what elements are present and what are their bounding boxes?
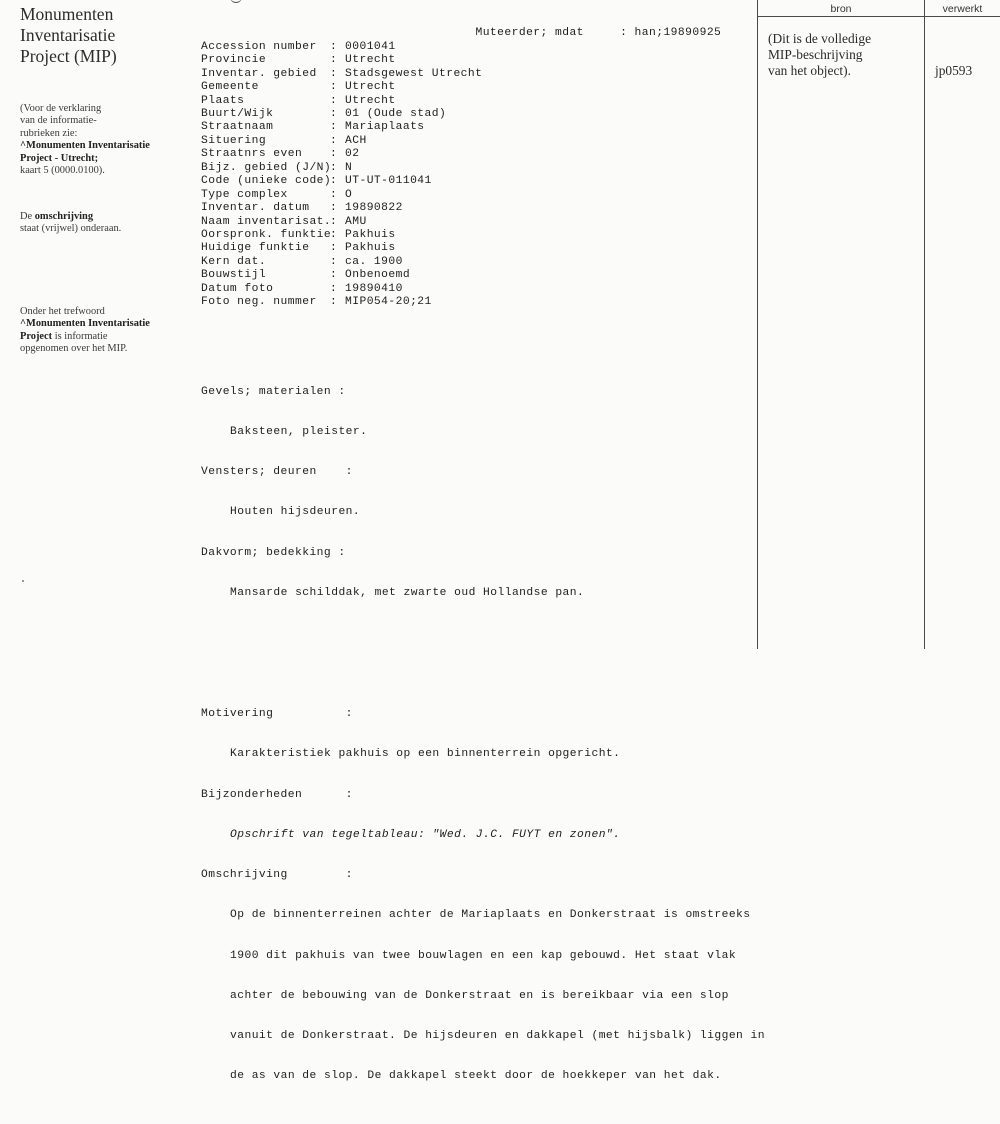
- field-separator: :: [330, 255, 338, 268]
- note-line: (Voor de verklaring: [20, 103, 102, 114]
- field-label: Kern dat.: [201, 255, 267, 268]
- description-note: [20, 211, 180, 236]
- bron-line: MIP-beschrijving: [768, 47, 863, 62]
- field-separator: :: [330, 134, 338, 147]
- bron-header: bron: [830, 3, 852, 15]
- field-separator: :: [330, 228, 338, 241]
- field-row: [201, 121, 765, 134]
- field-row: [201, 216, 765, 229]
- field-value: Utrecht: [345, 54, 396, 67]
- field-row: [201, 68, 765, 81]
- vensters-value: Houten hijsdeuren.: [230, 506, 361, 519]
- field-label: Type complex: [201, 188, 288, 201]
- title-line: Project (MIP): [20, 46, 117, 66]
- field-separator: :: [330, 202, 338, 215]
- field-separator: :: [330, 81, 338, 94]
- keyword-note: [20, 306, 180, 356]
- omschrijving-line: Op de binnenterreinen achter de Mariaplaats en Donkerstraat is omstreeks: [230, 909, 751, 922]
- record-body: [201, 14, 765, 1124]
- field-value: ACH: [345, 134, 367, 147]
- field-value: 01 (Oude stad): [345, 108, 447, 120]
- note-line: Onder het trefwoord: [20, 306, 105, 317]
- field-label: Inventar. gebied: [201, 67, 317, 80]
- field-row: [201, 95, 765, 108]
- field-row: [201, 256, 765, 269]
- field-separator: :: [330, 188, 338, 201]
- field-row: [201, 148, 765, 161]
- field-separator: :: [330, 296, 338, 309]
- field-row: [201, 162, 765, 175]
- field-label: Foto neg. nummer: [201, 296, 317, 309]
- field-label: Inventar. datum: [201, 202, 310, 215]
- field-value: Mariaplaats: [345, 121, 425, 134]
- field-separator: :: [330, 175, 338, 188]
- field-label: Naam inventarisat.: [201, 215, 332, 228]
- field-separator: :: [330, 215, 338, 228]
- muteerder-label: Muteerder; mdat: [475, 27, 584, 40]
- field-row: [201, 269, 765, 282]
- field-label: Code (unieke code): [201, 175, 332, 188]
- field-label: Accession number: [201, 40, 317, 53]
- omschrijving-line: de as van de slop. De dakkapel steekt door de hoekkeper van het dak.: [230, 1070, 722, 1083]
- field-value: Stadsgewest Utrecht: [345, 67, 483, 80]
- note-line: kaart 5 (0000.0100).: [20, 165, 105, 177]
- verwerkt-header: verwerkt: [942, 3, 983, 15]
- field-row: [201, 202, 765, 215]
- field-value: 19890822: [345, 202, 403, 215]
- field-row: [201, 229, 765, 242]
- title-line: Monumenten: [20, 4, 114, 24]
- field-separator: :: [330, 148, 338, 161]
- field-row: [201, 296, 765, 309]
- field-row: [201, 189, 765, 202]
- field-separator: :: [330, 242, 338, 255]
- field-label: Straatnaam: [201, 121, 274, 134]
- field-value: MIP054-20;21: [345, 296, 432, 309]
- verwerkt-value: jp0593: [935, 63, 973, 78]
- bron-line: (Dit is de volledige: [768, 31, 872, 46]
- omschrijving-line: achter de bebouwing van de Donkerstraat en is bereikbaar via een slop: [230, 989, 729, 1002]
- note-line: staat (vrijwel) onderaan.: [20, 223, 122, 235]
- field-value: O: [345, 188, 353, 201]
- note-prefix: De: [20, 211, 35, 222]
- note-line: opgenomen over het MIP.: [20, 343, 128, 355]
- field-separator: :: [330, 54, 338, 67]
- field-row: [201, 54, 765, 67]
- bron-note: [768, 31, 871, 79]
- field-label: Plaats: [201, 94, 245, 107]
- dakvorm-label: Dakvorm; bedekking :: [201, 546, 346, 559]
- field-row: [201, 41, 765, 54]
- field-separator: :: [330, 40, 338, 53]
- vensters-label: Vensters; deuren :: [201, 466, 353, 479]
- field-separator: :: [330, 94, 338, 107]
- field-value: Utrecht: [345, 94, 396, 107]
- column-divider: [757, 0, 758, 649]
- field-label: Bouwstijl: [201, 269, 267, 282]
- field-value: 0001041: [345, 40, 396, 53]
- field-value: AMU: [345, 215, 367, 228]
- field-separator: :: [330, 269, 338, 282]
- column-divider: [924, 0, 925, 649]
- field-separator: :: [330, 108, 338, 120]
- title-line: Inventarisatie: [20, 25, 116, 45]
- field-label: Gemeente: [201, 81, 259, 94]
- field-label: Datum foto: [201, 282, 274, 295]
- document-title: [20, 4, 117, 67]
- note-line: van de informatie-: [20, 115, 97, 127]
- motivering-value: Karakteristiek pakhuis op een binnenterrein opgericht.: [230, 748, 621, 761]
- dakvorm-value: Mansarde schilddak, met zwarte oud Hollandse pan.: [230, 586, 585, 599]
- bron-line: van het object).: [768, 63, 851, 78]
- field-label: Buurt/Wijk: [201, 108, 274, 120]
- note-reference: ^Monumenten Inventarisatie: [20, 318, 150, 330]
- field-row: [201, 135, 765, 148]
- omschrijving-line: vanuit de Donkerstraat. De hijsdeuren en dakkapel (met hijsbalk) liggen in: [230, 1030, 765, 1043]
- omschrijving-line: 1900 dit pakhuis van twee bouwlagen en een kap gebouwd. Het staat vlak: [230, 949, 737, 962]
- omschrijving-label: Omschrijving :: [201, 869, 353, 882]
- bijzonderheden-value: Opschrift van tegeltableau: "Wed. J.C. FUYT en zonen".: [230, 828, 621, 841]
- field-row: [201, 108, 765, 121]
- stray-dot: [22, 580, 24, 582]
- field-row: [201, 283, 765, 296]
- gevels-value: Baksteen, pleister.: [230, 425, 368, 438]
- field-separator: :: [330, 67, 338, 80]
- muteerder-value: han;19890925: [634, 27, 722, 40]
- motivering-section: [201, 681, 765, 1110]
- field-separator: :: [330, 282, 338, 295]
- field-separator: :: [330, 161, 338, 174]
- field-value: Utrecht: [345, 81, 396, 94]
- header-divider: [757, 16, 1000, 17]
- field-label: Oorspronk. funktie: [201, 228, 332, 241]
- field-value: Pakhuis: [345, 228, 396, 241]
- field-value: 02: [345, 148, 360, 161]
- field-row: [201, 242, 765, 255]
- motivering-label: Motivering :: [201, 708, 353, 721]
- field-row: [201, 81, 765, 94]
- field-label: Bijz. gebied (J/N): [201, 161, 332, 174]
- gevels-section: [201, 359, 765, 627]
- field-label: Provincie: [201, 54, 267, 67]
- field-value: UT-UT-011041: [345, 175, 432, 188]
- field-label: Straatnrs even: [201, 148, 303, 161]
- muteerder-field: Muteerder; mdat : han;19890925: [475, 27, 722, 40]
- field-row: [201, 175, 765, 188]
- bijzonderheden-label: Bijzonderheden :: [201, 788, 353, 801]
- field-value: N: [345, 161, 353, 174]
- field-list: [201, 41, 765, 310]
- field-separator: :: [330, 121, 338, 134]
- note-reference: Project: [20, 330, 53, 342]
- field-label: Situering: [201, 134, 267, 147]
- field-label: Huidige funktie: [201, 242, 310, 255]
- gevels-label: Gevels; materialen :: [201, 385, 346, 398]
- scan-mark: [230, 0, 242, 3]
- note-line: is informatie: [52, 330, 108, 342]
- info-note: [20, 103, 180, 177]
- field-value: Onbenoemd: [345, 269, 411, 282]
- note-reference: Project - Utrecht;: [20, 152, 99, 164]
- field-value: Pakhuis: [345, 242, 396, 255]
- note-reference: ^Monumenten Inventarisatie: [20, 140, 150, 152]
- note-line: rubrieken zie:: [20, 127, 78, 139]
- note-keyword: omschrijving: [34, 211, 94, 222]
- field-value: 19890410: [345, 282, 403, 295]
- field-value: ca. 1900: [345, 255, 403, 268]
